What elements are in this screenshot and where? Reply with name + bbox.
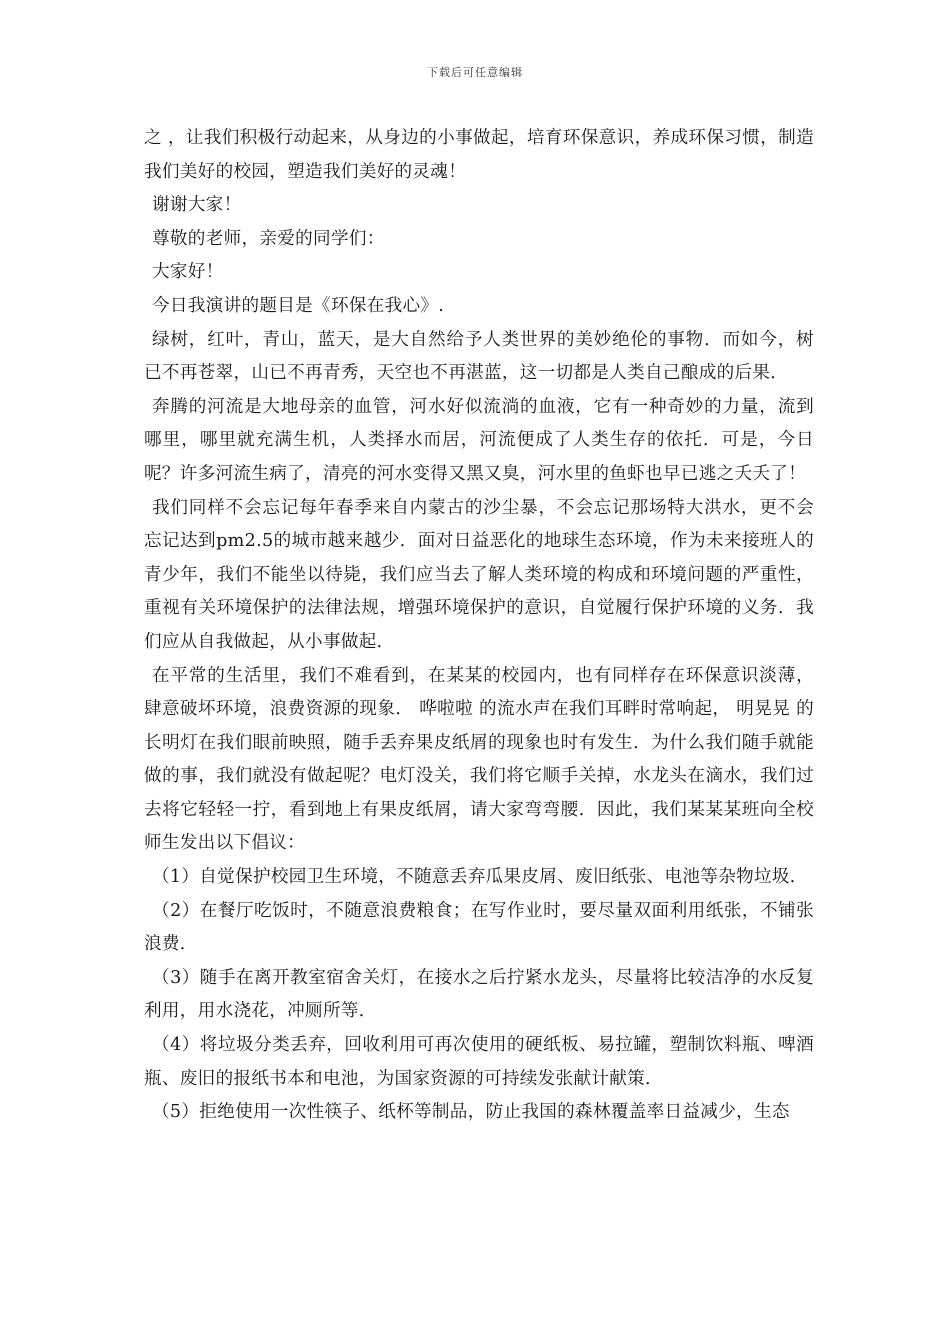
proposal-item-4: （4）将垃圾分类丢弃，回收利用可再次使用的硬纸板、易拉罐，塑制饮料瓶、啤酒瓶、废旧的报纸书本和电池，为国家资源的可持续发张献计献策． — [144, 1035, 814, 1089]
paragraph-8: 我们同样不会忘记每年春季来自内蒙古的沙尘暴，不会忘记那场特大洪水，更不会忘记达到pm2.5的城市越来越少．面对日益恶化的地球生态环境，作为未来接班人的青少年，我们不能坐以待毙，我们应当去了解人类环境的构成和环境问题的严重性，重视有关环境保护的法律法规，增强环境保护的意识，自觉履行保护环境的义务．我们应从自我做起，从小事做起． — [144, 497, 814, 652]
paragraph-7: 奔腾的河流是大地母亲的血管，河水好似流淌的血液，它有一种奇妙的力量，流到哪里，哪里就充满生机，人类择水而居，河流便成了人类生存的依托．可是，今日呢？许多河流生病了，清亮的河水变得又黑又臭，河水里的鱼虾也早已逃之夭夭了！ — [144, 396, 814, 484]
paragraph-4: 大家好！ — [152, 262, 224, 283]
paragraph-5: 今日我演讲的题目是《环保在我心》. — [152, 295, 445, 316]
paragraph-2: 谢谢大家！ — [152, 195, 242, 216]
paragraph-6: 绿树，红叶，青山，蓝天，是大自然给予人类世界的美妙绝伦的事物．而如今，树已不再苍翠，山已不再青秀，天空也不再湛蓝，这一切都是人类自己酿成的后果． — [144, 329, 814, 384]
document-body — [144, 122, 814, 1130]
paragraph-3: 尊敬的老师，亲爱的同学们： — [152, 228, 385, 249]
proposal-item-3: （3）随手在离开教室宿舍关灯，在接水之后拧紧水龙头，尽量将比较洁净的水反复利用，用水浇花，冲厕所等． — [144, 967, 814, 1022]
paragraph-1: 之 ，让我们积极行动起来，从身边的小事做起，培育环保意识，养成环保习惯，制造我们美好的校园，塑造我们美好的灵魂！ — [144, 128, 814, 182]
proposal-item-1: （1）自觉保护校园卫生环境，不随意丢弃瓜果皮屑、废旧纸张、电池等杂物垃圾． — [152, 867, 808, 888]
paragraph-9: 在平常的生活里，我们不难看到，在某某的校园内，也有同样存在环保意识淡薄，肆意破坏环境，浪费资源的现象． 哗啦啦 的流水声在我们耳畔时常响起， 明晃晃 的长明灯在我们眼前映照，随手丢弃果皮纸屑的现象也时有发生．为什么我们随手就能做的事，我们就没有做起呢？电灯没关，我们将它顺手关掉，水龙头在滴水，我们过去将它轻轻一拧，看到地上有果皮纸屑，请大家弯弯腰．因此，我们某某某班向全校师生发出以下倡议： — [144, 665, 814, 854]
page-header: 下载后可任意编辑 — [427, 66, 523, 79]
proposal-item-5: （5）拒绝使用一次性筷子、纸杯等制品，防止我国的森林覆盖率日益减少，生态 — [152, 1102, 790, 1123]
proposal-item-2: （2）在餐厅吃饭时，不随意浪费粮食；在写作业时，要尽量双面利用纸张，不铺张浪费． — [144, 900, 814, 955]
